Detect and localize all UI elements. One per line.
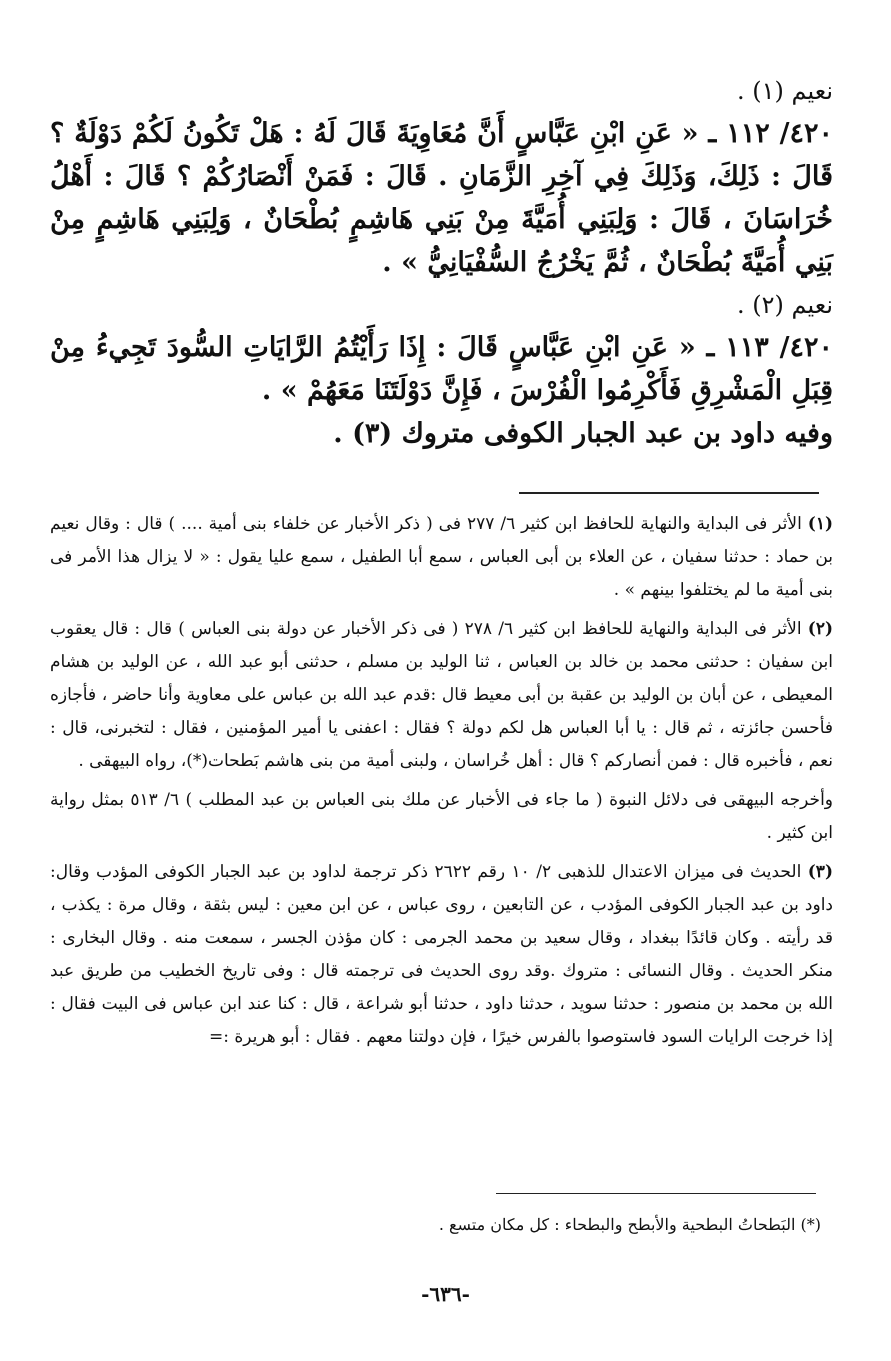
star-note: (*) البَطحاتُ البطحية والأبطح والبطحاء : كل مكان متسع . (438, 1215, 821, 1234)
intro-tail: نعيم (١) . (737, 77, 833, 105)
footnote-text: الأثر فى البداية والنهاية للحافظ ابن كثير ٦/ ٢٧٧ فى ( ذكر الأخبار عن خلفاء بنى أمية .... ) قال : وقال نعيم بن حماد : حدثنا سفيان ، عن العلاء بن أبى العباس ، سمع أبا الطفيل ، سمع عليا يقول : « لا يزال هذا الأمر فى بنى أمية ما لم يختلفوا بينهم » . (50, 514, 833, 600)
footnote-2-extra: وأخرجه البيهقى فى دلائل النبوة ( ما جاء فى الأخبار عن ملك بنى العباس بن عبد المطلب ) ٦/ ٥١٣ بمثل رواية ابن كثير . (50, 790, 834, 843)
hadith-113-note: وفيه داود بن عبد الجبار الكوفى متروك (٣) . (333, 418, 833, 449)
footnote-label: (٢) (807, 619, 834, 639)
footnote-label: (٣) (807, 862, 833, 882)
footnote-text: الأثر فى البداية والنهاية للحافظ ابن كثير ٦/ ٢٧٨ ( فى ذكر الأخبار عن دولة بنى العباس ) قال : قال يعقوب ابن سفيان : حدثنى محمد بن خالد بن العباس ، ثنا الوليد بن مسلم ، حدثنى أبو عبد الله ، عن الوليد بن هشام المعيطى ، عن أبان بن الوليد بن عقبة بن أبى معيط قال :قدم عبد الله بن عباس على معاوية وأنا حاضر ، فأجازه فأحسن جائزته ، ثم قال : يا أبا العباس هل لكم دولة ؟ فقال : اعفنى يا أمير المؤمنين ، فقال : لتخبرنى، قال : نعم ، فأخبره قال : فمن أنصاركم ؟ قال : أهل خُراسان ، ولبنى أمية من بنى هاشم بَطحات(*)، رواه البيهقى . (50, 619, 833, 771)
footnotes (50, 508, 833, 1060)
hadith-112: ٤٢٠/ ١١٢ ـ « عَنِ ابْنِ عَبَّاسٍ أَنَّ مُعَاوِيَةَ قَالَ لَهُ : هَلْ تَكُونُ لَكُمْ دَوْلَةٌ ؟ قَالَ : ذَلِكَ، وَذَلِكَ فِي آخِرِ الزَّمَانِ . قَالَ : فَمَنْ أَنْصَارُكُمْ ؟ قَالَ : أَهْلُ خُرَاسَانَ ، قَالَ : وَلِبَنِي أُمَيَّةَ مِنْ بَنِي هَاشِمٍ بُطْحَانٌ ، وَلِبَنِي هَاشِمٍ مِنْ بَنِي أُمَيَّةَ بُطْحَانٌ ، ثُمَّ يَخْرُجُ السُّفْيَانِيُّ » . (50, 118, 833, 278)
footnote-divider (519, 492, 819, 494)
star-note-divider (496, 1193, 816, 1194)
page-number: -٦٣٦- (421, 1282, 470, 1306)
main-text (50, 70, 833, 455)
hadith-113: ٤٢٠/ ١١٣ ـ « عَنِ ابْنِ عَبَّاسٍ قَالَ : إِذَا رَأَيْتُمُ الرَّايَاتِ السُّودَ تَجِيءُ مِنْ قِبَلِ الْمَشْرِقِ فَأَكْرِمُوا الْفُرْسَ ، فَإِنَّ دَوْلَتَنَا مَعَهُمْ » . (50, 332, 833, 406)
footnote-1 (50, 508, 833, 607)
hadith-112-source: نعيم (٢) . (737, 291, 833, 319)
footnote-2 (50, 613, 833, 778)
footnote-text: الحديث فى ميزان الاعتدال للذهبى ٢/ ١٠ رقم ٢٦٢٢ ذكر ترجمة لداود بن عبد الجبار الكوفى المؤدب وقال: داود بن عبد الجبار الكوفى المؤدب ، عن التابعين ، روى عباس ، عن ابن معين : ليس بثقة ، وقال مرة : يكذب ، قد رأيته . وكان قائدًا ببغداد ، وقال سعيد بن محمد الجرمى : كان مؤذن الجسر ، سمعت منه . وقال البخارى : منكر الحديث . وقال النسائى : متروك .وقد روى الحديث فى ترجمته قال : وفى تاريخ الخطيب من طريق عبد الله بن محمد بن منصور : حدثنا سويد ، حدثنا داود ، حدثنا أبو شراعة ، قال : كنا عند ابن عباس فى البيت فقال : إذا خرجت الرايات السود فاستوصوا بالفرس خيرًا ، فإن دولتنا معهم . فقال : أبو هريرة := (50, 862, 833, 1047)
footnote-3 (50, 856, 833, 1054)
footnote-label: (١) (807, 514, 833, 534)
